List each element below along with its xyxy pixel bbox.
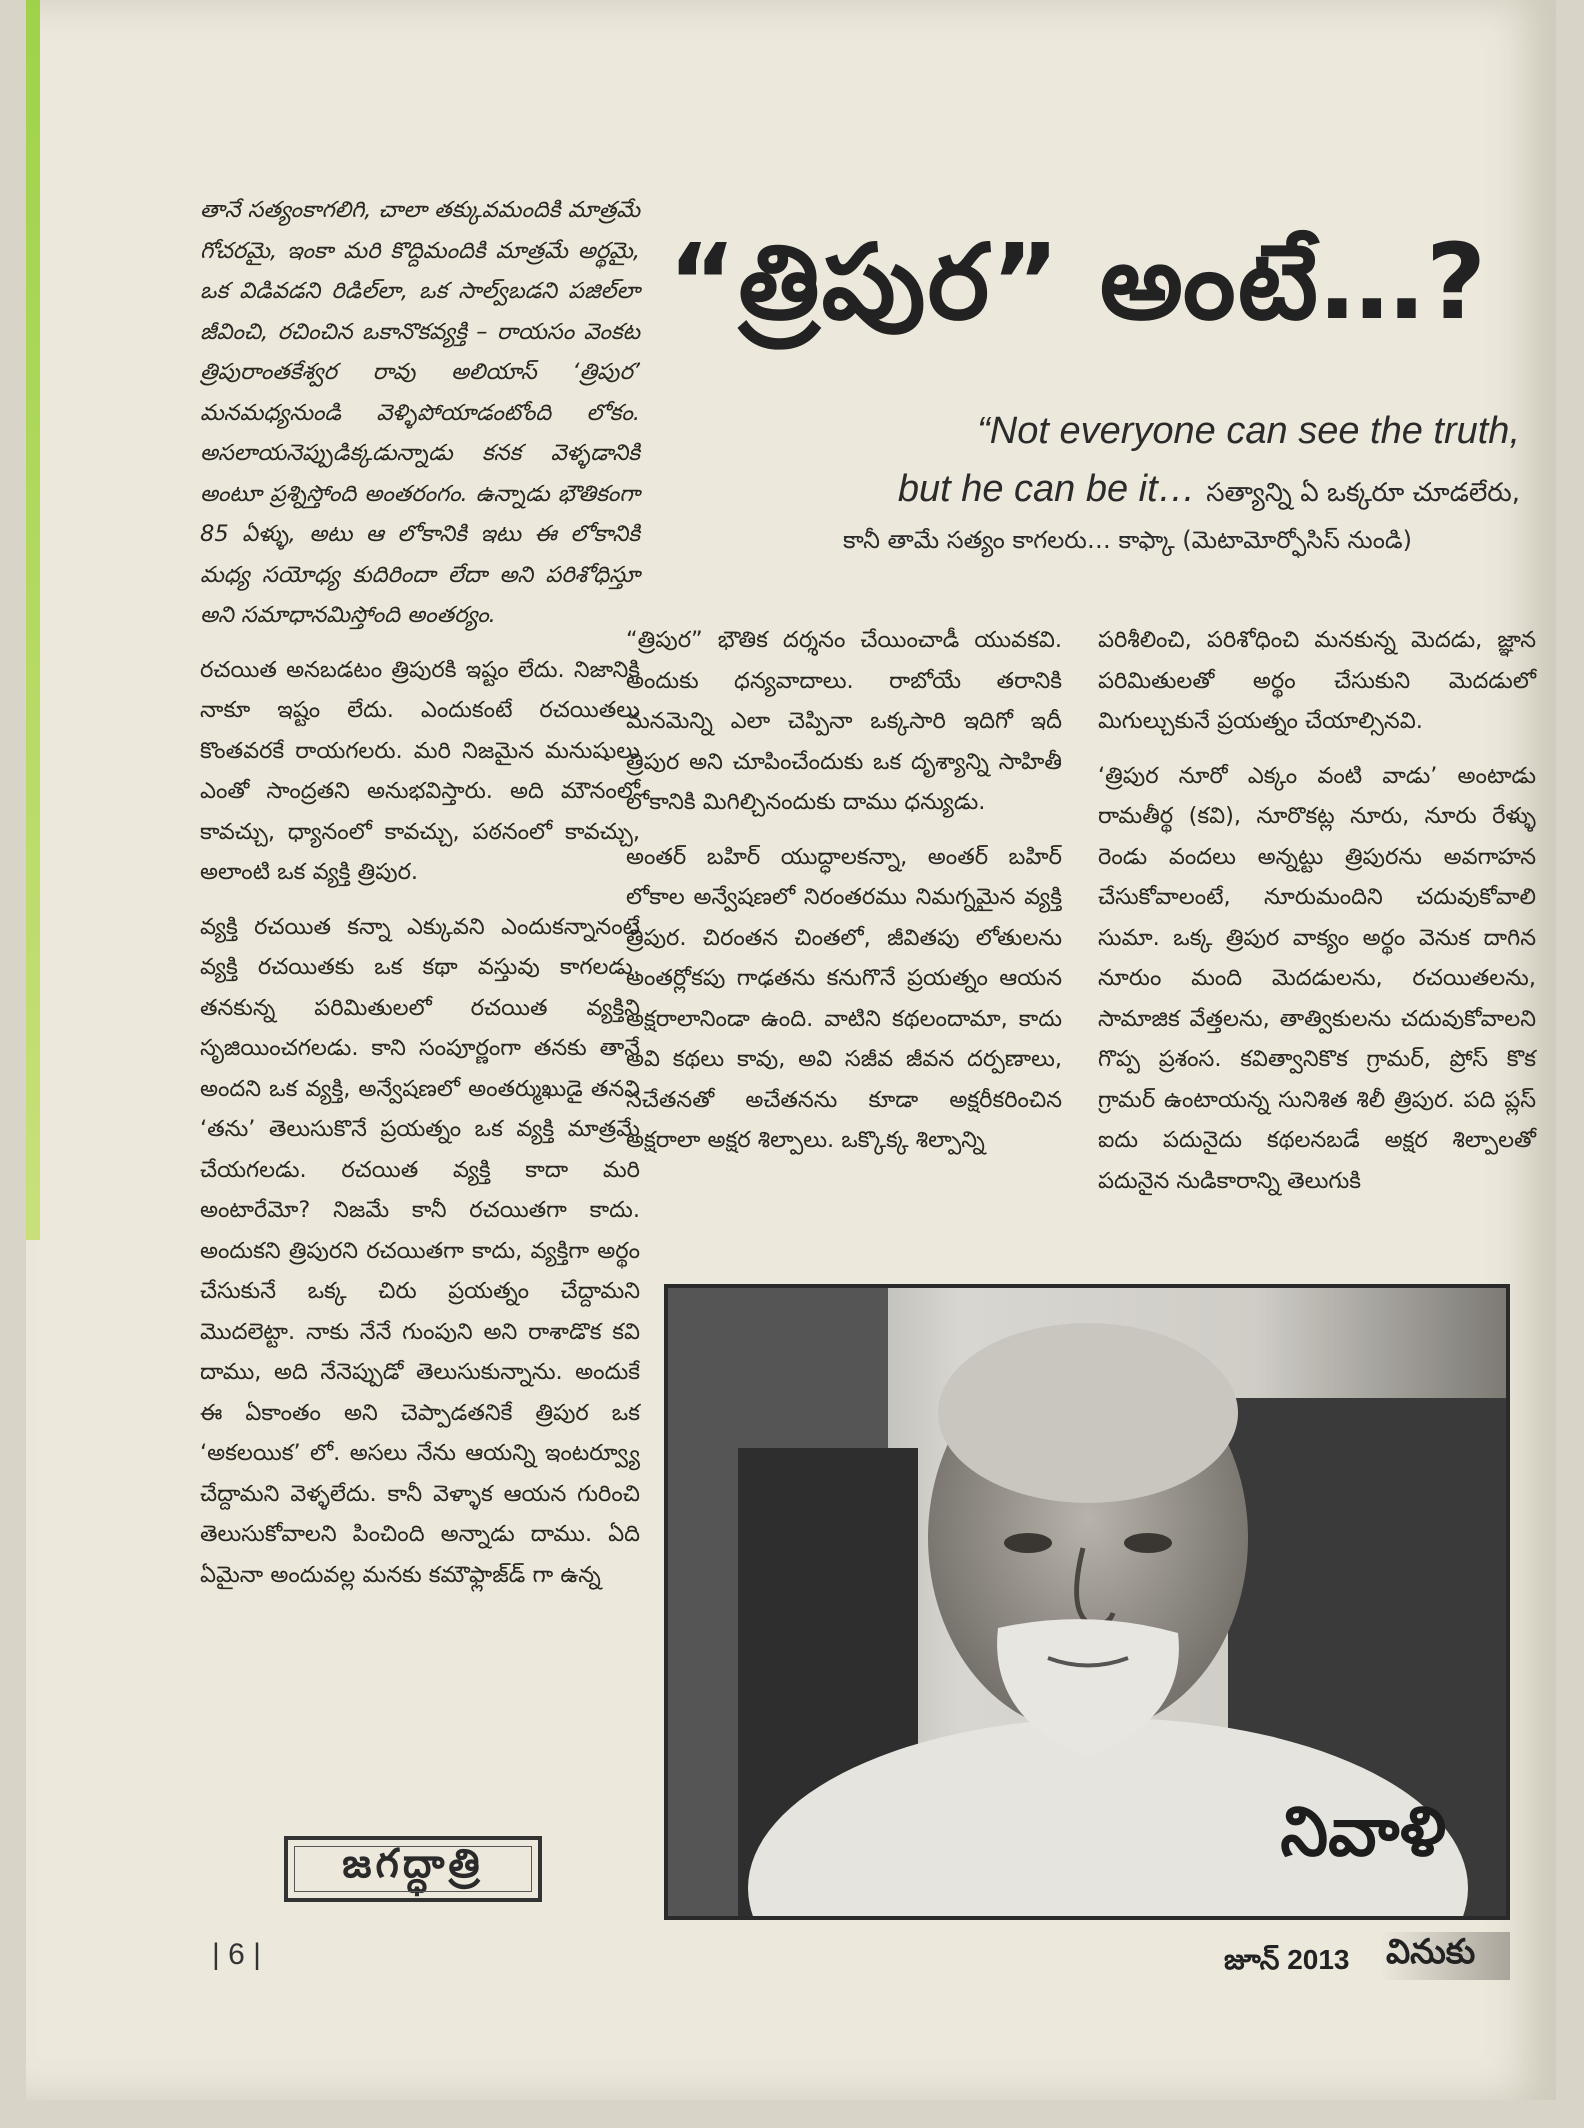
epigraph-english [750, 402, 1520, 522]
epigraph-line [750, 460, 1520, 522]
article-title: “త్రిపుర” అంటే…? [668, 221, 1489, 343]
body-paragraph: రచయిత అనబడటం త్రిపురకి ఇష్టం లేదు. నిజానికి నాకూ ఇష్టం లేదు. ఎందుకంటే రచయితలు కొంతవరకే రాయగలరు. మరి నిజమైన మనుషులు ఎంతో సాంద్రతని అనుభవిస్తారు. అది మౌనంలో కావచ్చు, ధ్యానంలో కావచ్చు, పఠనంలో కావచ్చు, అలాంటి ఒక వ్యక్తి త్రిపుర. [200, 656, 640, 885]
page-edge-strip [26, 0, 40, 1240]
author-stamp: జగద్ధాత్రి [284, 1836, 542, 1902]
intro-paragraph: తానే సత్యంకాగలిగి, చాలా తక్కువమందికి మాత్రమే గోచరమై, ఇంకా మరి కొద్దిమందికి మాత్రమే అర్థమై, ఒక విడివడని రిడిల్‌లా, ఒక సాల్వ్‌బడని పజిల్‌లా జీవించి, రచించిన ఒకానొకవ్యక్తి – రాయసం వెంకట త్రిపురాంతకేశ్వర రావు అలియాస్ ‘త్రిపుర’ మనమధ్యనుండి వెళ్ళిపోయాడంటోంది లోకం. అసలాయనెప్పుడిక్కడున్నాడు కనక వెళ్ళడానికి అంటూ ప్రశ్నిస్తోంది అంతరంగం. ఉన్నాడు భౌతికంగా 85 ఏళ్ళు, అటు ఆ లోకానికి ఇటు ఈ లోకానికి మధ్య సయోధ్య కుదిరిందా లేదా అని పరిశోధిస్తూ అని సమాధానమిస్తోంది అంతర్యం. [200, 197, 640, 628]
body-paragraph: వ్యక్తి రచయిత కన్నా ఎక్కువని ఎందుకన్నానంటే వ్యక్తి రచయితకు ఒక కథా వస్తువు కాగలడు. తనకున్న పరిమితులలో రచయిత వ్యక్తిని సృజియించగలడు. కాని సంపూర్ణంగా తనకు తానే అందని ఒక వ్యక్తి, అన్వేషణలో అంతర్ముఖుడై తనని ‘తను’ తెలుసుకొనే ప్రయత్నం ఒక వ్యక్తి మాత్రమే చేయగలడు. రచయిత వ్యక్తి కాదా మరి అంటారేమో? నిజమే కానీ రచయితగా కాదు. అందుకని త్రిపురని రచయితగా కాదు, వ్యక్తిగా అర్థం చేసుకునే ఒక్క చిరు ప్రయత్నం చేద్దామని మొదలెట్టా. నాకు నేనే గుంపుని అని రాశాడొక కవి దాము, అది నేనెప్పుడో తెలుసుకున్నాను. అందుకే ఈ ఏకాంతం అని చెప్పాడతనికే త్రిపుర ఒక ‘అకలయిక’ లో. అసలు నేను ఆయన్ని ఇంటర్వ్యూ చేద్దామని వెళ్ళలేదు. కానీ వెళ్ళాక ఆయన గురించి తెలుసుకోవాలని పించింది అన్నాడు దాము. ఏది ఏమైనా అందువల్ల మనకు కమౌఫ్లాజ్‌డ్ గా ఉన్న [200, 913, 640, 1588]
portrait-photo [664, 1284, 1510, 1920]
page-number: | 6 | [212, 1938, 261, 1971]
epigraph-telugu-part: సత్యాన్ని ఏ ఒక్కరూ చూడలేరు, [1206, 478, 1520, 508]
issue-date: జూన్ 2013 [1224, 1944, 1350, 1975]
article-column-left [200, 190, 640, 1609]
magazine-logo: వినుకు [1380, 1932, 1510, 1980]
article-column-right [1098, 620, 1536, 1215]
epigraph-english-part: but he can be it… [897, 468, 1196, 510]
body-paragraph: “త్రిపుర” భౌతిక దర్శనం చేయించాడీ యువకవి. అందుకు ధన్యవాదాలు. రాబోయే తరానికి మనమెన్ని ఎలా చెప్పినా ఒక్కసారి ఇదిగో ఇదీ త్రిపుర అని చూపించేందుకు ఒక దృశ్యాన్ని సాహితీ లోకానికి మిగిల్చినందుకు దాము ధన్యుడు. [626, 627, 1062, 815]
body-paragraph: పరిశీలించి, పరిశోధించి మనకున్న మెదడు, జ్ఞాన పరిమితులతో అర్థం చేసుకుని మెదడులో మిగుల్చుకునే ప్రయత్నం చేయాల్సినవి. [1098, 627, 1536, 734]
photo-caption: నివాళి [1280, 1793, 1446, 1872]
article-column-middle [626, 620, 1062, 1175]
body-paragraph: ‘త్రిపుర నూరో ఎక్కం వంటి వాడు’ అంటాడు రామతీర్థ (కవి), నూరొకట్ల నూరు, నూరు రేళ్ళు రెండు వందలు అన్నట్టు త్రిపురను అవగాహన చేసుకోవాలంటే, నూరుమందిని చదువుకోవాలి సుమా. ఒక్క త్రిపుర వాక్యం అర్థం వెనుక దాగిన నూరుం మంది మెదడులను, రచయితలను, సామాజిక వేత్తలను, తాత్వికులను చదువుకోవాలని గొప్ప ప్రశంస. కవిత్వానికొక గ్రామర్, ప్రోస్ కొక గ్రామర్ ఉంటాయన్న సునిశిత శిలీ త్రిపుర. పది ప్లస్ ఐదు పదునైదు కథలనబడే అక్షర శిల్పాలతో పదునైన నుడికారాన్ని తెలుగుకి [1098, 762, 1536, 1194]
epigraph-telugu: కానీ తామే సత్యం కాగలరు… కాఫ్కా (మెటామోర్ఫోసిస్ నుండి) [843, 526, 1412, 554]
body-paragraph: అంతర్ బహిర్ యుద్ధాలకన్నా, అంతర్ బహిర్ లోకాల అన్వేషణలో నిరంతరము నిమగ్నమైన వ్యక్తి త్రిపుర. చిరంతన చింతలో, జీవితపు లోతులను అంతర్లోకపు గాఢతను కనుగొనే ప్రయత్నం ఆయన అక్షరాలానిండా ఉంది. వాటిని కథలందామా, కాదు అవి కథలు కావు, అవి సజీవ జీవన దర్పణాలు, సచేతనతో అచేతనను కూడా అక్షరీకరించిన అక్షరాలా అక్షర శిల్పాలు. ఒక్కొక్క శిల్పాన్ని [626, 843, 1062, 1153]
epigraph-line: “Not everyone can see the truth, [977, 410, 1520, 452]
